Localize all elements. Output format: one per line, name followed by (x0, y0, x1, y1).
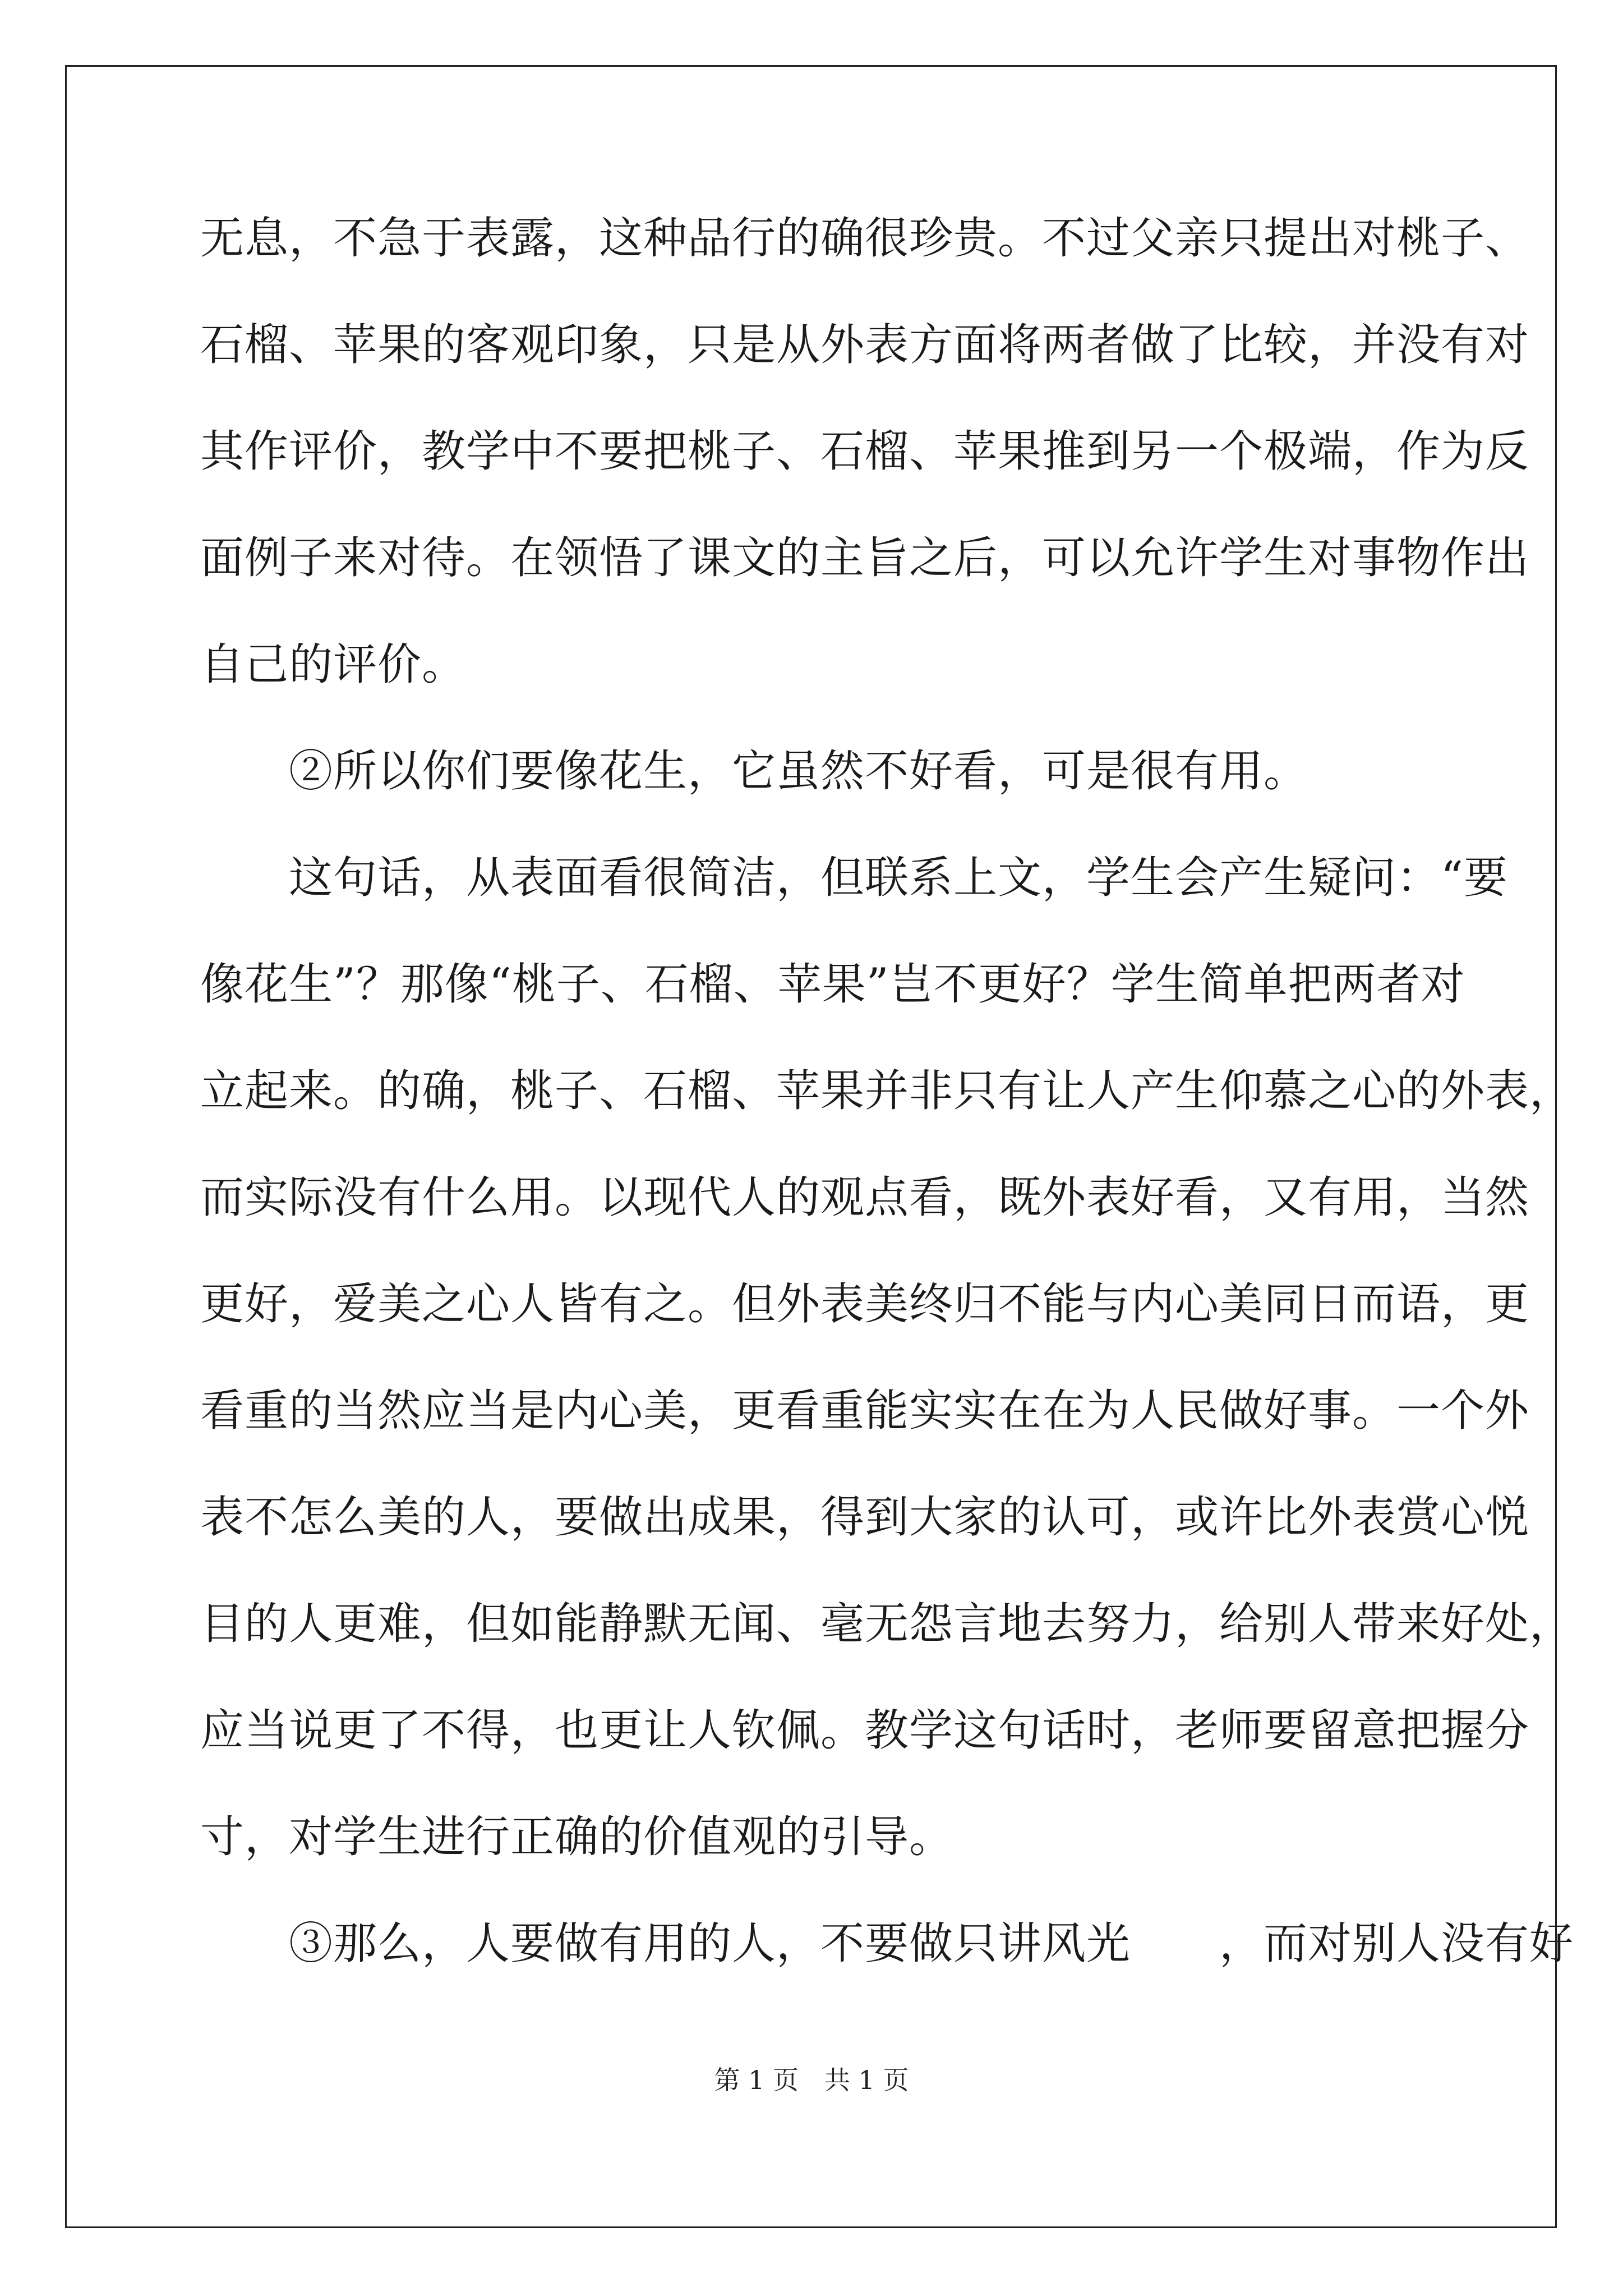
text-line-7: 这句话，从表面看很简洁，但联系上文，学生会产生疑问：“要 (200, 853, 1508, 903)
page-border (65, 65, 1557, 2228)
text-line-8: 像花生”？那像“桃子、石榴、苹果”岂不更好？学生简单把两者对 (200, 959, 1465, 1010)
text-line-5: 自己的评价。 (200, 639, 467, 690)
text-line-10: 而实际没有什么用。以现代人的观点看，既外表好看，又有用，当然 (200, 1172, 1530, 1223)
text-line-16: 寸，对学生进行正确的价值观的引导。 (200, 1812, 954, 1862)
text-line-1: 无息，不急于表露，这种品行的确很珍贵。不过父亲只提出对桃子、 (200, 213, 1530, 264)
text-line-15: 应当说更了不得，也更让人钦佩。教学这句话时，老师要留意把握分 (200, 1705, 1530, 1756)
text-line-9: 立起来。的确，桃子、石榴、苹果并非只有让人产生仰慕之心的外表， (200, 1066, 1574, 1116)
text-line-3: 其作评价，教学中不要把桃子、石榴、苹果推到另一个极端，作为反 (200, 426, 1530, 477)
text-line-17: ③那么，人要做有用的人，不要做只讲风光 ，而对别人没有好 (200, 1918, 1574, 1969)
text-line-4: 面例子来对待。在领悟了课文的主旨之后，可以允许学生对事物作出 (200, 533, 1530, 583)
text-line-6: ②所以你们要像花生，它虽然不好看，可是很有用。 (200, 746, 1308, 797)
text-line-13: 表不怎么美的人，要做出成果，得到大家的认可，或许比外表赏心悦 (200, 1492, 1530, 1543)
text-line-2: 石榴、苹果的客观印象，只是从外表方面将两者做了比较，并没有对 (200, 320, 1530, 370)
text-line-14: 目的人更难，但如能静默无闻、毫无怨言地去努力，给别人带来好处， (200, 1599, 1574, 1649)
page-footer: 第 1 页 共 1 页 (714, 2065, 909, 2095)
text-line-12: 看重的当然应当是内心美，更看重能实实在在为人民做好事。一个外 (200, 1386, 1530, 1436)
text-line-11: 更好，爱美之心人皆有之。但外表美终归不能与内心美同日而语，更 (200, 1279, 1530, 1329)
